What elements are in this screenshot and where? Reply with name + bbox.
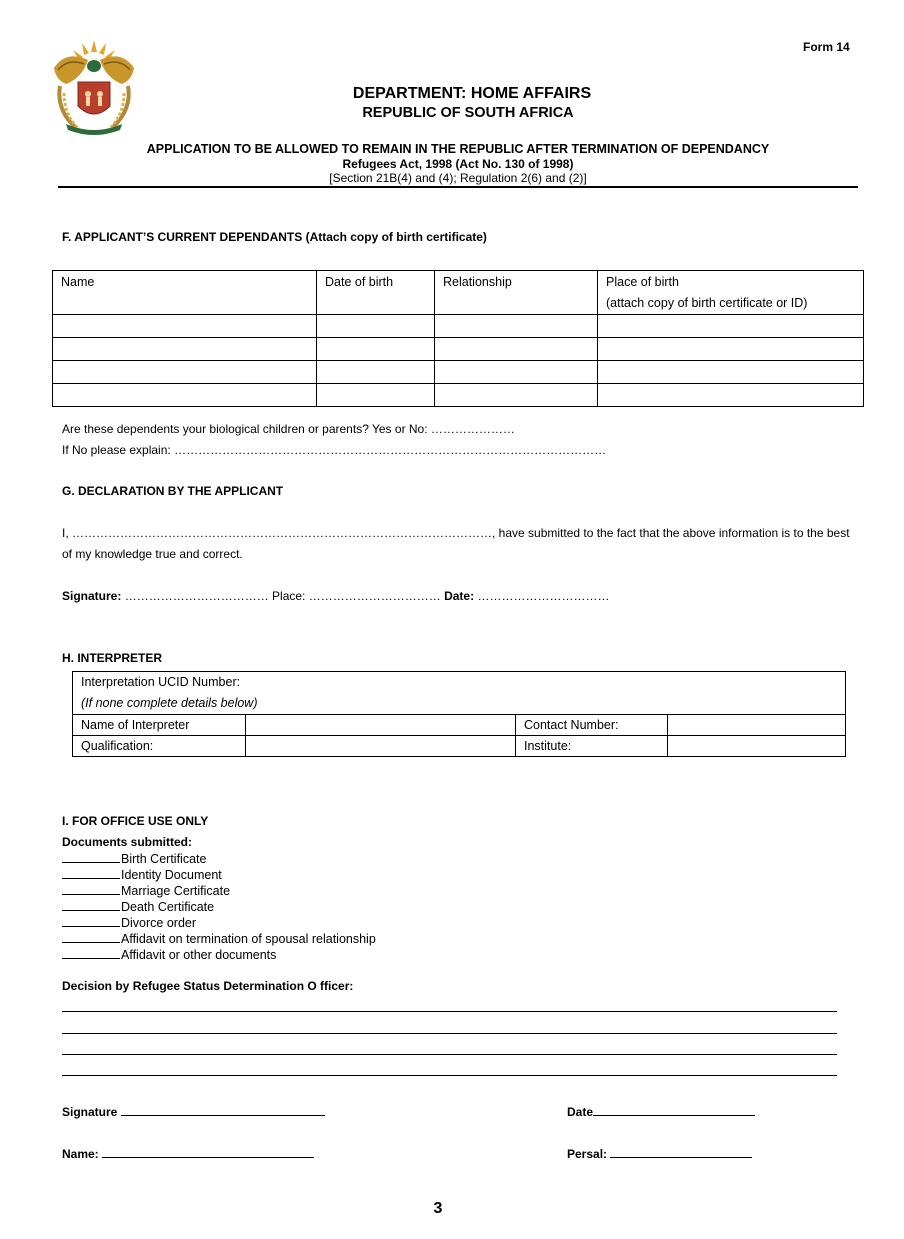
document-item[interactable] bbox=[62, 883, 230, 898]
date-label: Date: bbox=[444, 589, 475, 603]
interpreter-name-field[interactable] bbox=[246, 715, 516, 736]
contact-number-field[interactable] bbox=[668, 715, 846, 736]
document-label: Marriage Certificate bbox=[121, 884, 231, 898]
col-place-note: (attach copy of birth certificate or ID) bbox=[606, 296, 808, 310]
application-title: APPLICATION TO BE ALLOWED TO REMAIN IN THE REPUBLIC AFTER TERMINATION OF DEPENDANCY bbox=[146, 142, 770, 156]
officer-signature-field[interactable] bbox=[121, 1104, 325, 1116]
name-cell[interactable] bbox=[53, 384, 317, 407]
ucid-cell[interactable] bbox=[73, 672, 846, 715]
table-row bbox=[53, 361, 864, 384]
institute-label: Institute: bbox=[516, 736, 668, 757]
department-title: DEPARTMENT: HOME AFFAIRS bbox=[352, 85, 592, 102]
institute-field[interactable] bbox=[668, 736, 846, 757]
document-item[interactable] bbox=[62, 867, 222, 882]
table-header-row bbox=[53, 271, 864, 315]
interpreter-table bbox=[72, 671, 846, 757]
section-i-heading: I. FOR OFFICE USE ONLY bbox=[62, 814, 209, 828]
checkbox-blank[interactable] bbox=[62, 883, 120, 895]
place-field[interactable]: …………………………… bbox=[308, 589, 441, 603]
ucid-label: Interpretation UCID Number: bbox=[81, 675, 241, 689]
relationship-cell[interactable] bbox=[435, 315, 598, 338]
interpreter-name-label: Name of Interpreter bbox=[73, 715, 246, 736]
persal-field[interactable] bbox=[610, 1146, 752, 1158]
qualification-field[interactable] bbox=[246, 736, 516, 757]
checkbox-blank[interactable] bbox=[62, 867, 120, 879]
decision-line[interactable] bbox=[62, 1033, 837, 1034]
name-cell[interactable] bbox=[53, 315, 317, 338]
document-label: Birth Certificate bbox=[121, 852, 207, 866]
ucid-row bbox=[73, 672, 846, 715]
persal-row bbox=[567, 1146, 752, 1161]
checkbox-blank[interactable] bbox=[62, 851, 120, 863]
name-cell[interactable] bbox=[53, 338, 317, 361]
checkbox-blank[interactable] bbox=[62, 899, 120, 911]
qualification-label: Qualification: bbox=[73, 736, 246, 757]
section-reference: [Section 21B(4) and (4); Regulation 2(6) and (2)] bbox=[329, 171, 587, 185]
explain-line: If No please explain: ……………………………………………………………………………………………… bbox=[62, 443, 607, 457]
col-place-header bbox=[598, 271, 864, 315]
date-field[interactable]: …………………………… bbox=[477, 589, 610, 603]
relationship-cell[interactable] bbox=[435, 361, 598, 384]
act-reference: Refugees Act, 1998 (Act No. 130 of 1998) bbox=[342, 157, 574, 171]
header-divider bbox=[58, 186, 858, 188]
decision-line[interactable] bbox=[62, 1054, 837, 1055]
officer-date-field[interactable] bbox=[593, 1104, 755, 1116]
relationship-cell[interactable] bbox=[435, 338, 598, 361]
decision-heading: Decision by Refugee Status Determination O fficer: bbox=[62, 979, 354, 993]
coat-of-arms-logo bbox=[46, 38, 142, 138]
officer-signature-label: Signature bbox=[62, 1105, 118, 1119]
dob-cell[interactable] bbox=[317, 384, 435, 407]
place-cell[interactable] bbox=[598, 384, 864, 407]
biological-question: Are these dependents your biological children or parents? Yes or No: ………………… bbox=[62, 422, 515, 436]
document-label: Affidavit on termination of spousal relationship bbox=[121, 932, 376, 946]
form-number: Form 14 bbox=[803, 40, 850, 54]
decision-line[interactable] bbox=[62, 1075, 837, 1076]
section-g-heading: G. DECLARATION BY THE APPLICANT bbox=[62, 484, 284, 498]
country-title: REPUBLIC OF SOUTH AFRICA bbox=[362, 105, 574, 121]
relationship-cell[interactable] bbox=[435, 384, 598, 407]
name-cell[interactable] bbox=[53, 361, 317, 384]
ucid-note: (If none complete details below) bbox=[81, 696, 258, 710]
decision-line[interactable] bbox=[62, 1011, 837, 1012]
place-cell[interactable] bbox=[598, 361, 864, 384]
document-item[interactable] bbox=[62, 931, 376, 946]
signature-field[interactable]: ……………………………… bbox=[124, 589, 269, 603]
officer-name-label: Name: bbox=[62, 1147, 99, 1161]
dob-cell[interactable] bbox=[317, 315, 435, 338]
page-number: 3 bbox=[433, 1200, 443, 1217]
officer-name-row bbox=[62, 1146, 314, 1161]
officer-date-row bbox=[567, 1104, 755, 1119]
document-item[interactable] bbox=[62, 899, 214, 914]
place-label: Place: bbox=[272, 589, 306, 603]
document-label: Affidavit or other documents bbox=[121, 948, 277, 962]
col-place-label: Place of birth bbox=[606, 275, 679, 289]
qualification-row bbox=[73, 736, 846, 757]
officer-date-label: Date bbox=[567, 1105, 594, 1119]
declaration-line: I, ……………………………………………………………………………………………, have submitted to the fact that the above information is to the best bbox=[62, 526, 850, 540]
document-label: Identity Document bbox=[121, 868, 222, 882]
dependants-table bbox=[52, 270, 864, 407]
signature-row bbox=[62, 589, 609, 603]
checkbox-blank[interactable] bbox=[62, 947, 120, 959]
col-relationship-header: Relationship bbox=[435, 271, 598, 315]
document-item[interactable] bbox=[62, 915, 196, 930]
interpreter-name-row bbox=[73, 715, 846, 736]
declaration-line-2: of my knowledge true and correct. bbox=[62, 547, 243, 561]
persal-label: Persal: bbox=[567, 1147, 608, 1161]
contact-number-label: Contact Number: bbox=[516, 715, 668, 736]
signature-label: Signature: bbox=[62, 589, 122, 603]
table-row bbox=[53, 384, 864, 407]
document-item[interactable] bbox=[62, 851, 206, 866]
document-label: Divorce order bbox=[121, 916, 197, 930]
documents-heading: Documents submitted: bbox=[62, 835, 193, 849]
table-row bbox=[53, 315, 864, 338]
document-label: Death Certificate bbox=[121, 900, 215, 914]
table-row bbox=[53, 338, 864, 361]
checkbox-blank[interactable] bbox=[62, 931, 120, 943]
officer-signature-row bbox=[62, 1104, 325, 1119]
document-item[interactable] bbox=[62, 947, 276, 962]
place-cell[interactable] bbox=[598, 315, 864, 338]
col-name-header: Name bbox=[53, 271, 317, 315]
officer-name-field[interactable] bbox=[102, 1146, 314, 1158]
place-cell[interactable] bbox=[598, 338, 864, 361]
section-f-heading: F. APPLICANT’S CURRENT DEPENDANTS (Attach copy of birth certificate) bbox=[62, 230, 487, 244]
dob-cell[interactable] bbox=[317, 361, 435, 384]
dob-cell[interactable] bbox=[317, 338, 435, 361]
checkbox-blank[interactable] bbox=[62, 915, 120, 927]
section-h-heading: H. INTERPRETER bbox=[62, 651, 163, 665]
col-dob-header: Date of birth bbox=[317, 271, 435, 315]
